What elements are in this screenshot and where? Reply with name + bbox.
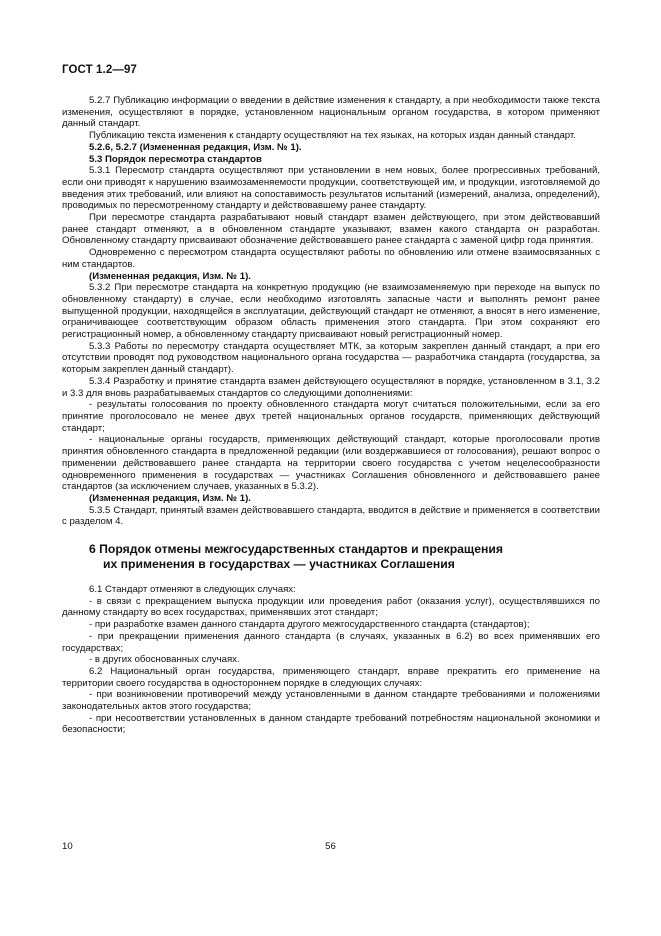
- paragraph-revision-new-standard: При пересмотре стандарта разрабатывают новый стандарт взамен действующего, при этом действовавший ранее стандарт отменяют, а в обновленном стандарте указывают, взамен какого стандарта он разработан. Обновленному стандарту присваивают обозначение действовавшего ранее стандарта с заменой цифр года принятия.: [62, 212, 600, 247]
- document-body: [62, 95, 600, 736]
- page-number-center: 56: [325, 841, 336, 852]
- list-item-economy-mismatch: - при несоответствии установленных в данном стандарте требований потребностям национальной экономики и безопасности;: [62, 712, 600, 736]
- section-title-line: их применения в государствах — участниках Соглашения: [103, 557, 455, 572]
- paragraph-5-3-5: 5.3.5 Стандарт, принятый взамен действовавшего стандарта, вводится в действие и применяется в соответствии с разделом 4.: [62, 504, 600, 528]
- list-item-replacement-standard: - при разработке взамен данного стандарта другого межгосударственного стандарта (стандартов);: [89, 619, 530, 631]
- list-item-other-cases: - в других обоснованных случаях.: [89, 654, 240, 666]
- paragraph-5-3-1: 5.3.1 Пересмотр стандарта осуществляют при установлении в нем новых, более прогрессивных требований, если они приводят к нарушению взаимозаменяемости продукции, соответствующей им, и продукции, изготовляемой до введения этих требований, или влияют на сопоставимость результатов испытаний (измерений, анализа, определений), проводимых по пересмотренному стандарту и действовавшему ранее стандарту.: [62, 165, 600, 212]
- list-item-application-stop: - при прекращении применения данного стандарта (в случаях, указанных в 6.2) во всех применявших его государствах;: [62, 630, 600, 654]
- section-title-6: [62, 542, 600, 572]
- paragraph-5-3-2: 5.3.2 При пересмотре стандарта на конкретную продукцию (не взаимозаменяемую при переходе на выпуск по обновленному стандарту) в случае, если необходимо изготовлять запасные части и выполнять ремонт ранее выпущенной продукции, находящейся в эксплуатации, действующий стандарт не отменяют, а вносят в него изменение, ограничивающее соответствующим образом область применения этого стандарта. При этом сохраняют его регистрационный номер, а обновленному стандарту присваивают новый регистрационный номер.: [62, 282, 600, 341]
- list-item-production-stop: - в связи с прекращением выпуска продукции или проведения работ (оказания услуг), осуществлявшихся по данному стандарту во всех государствах, применявших этот стандарт;: [62, 595, 600, 619]
- amendment-note: 5.2.6, 5.2.7 (Измененная редакция, Изм. № 1).: [89, 141, 302, 153]
- paragraph-5-3-4: 5.3.4 Разработку и принятие стандарта взамен действующего осуществляют в порядке, установленном в 3.1, 3.2 и 3.3 для вновь разрабатываемых стандартов со следующими дополнениями:: [62, 375, 600, 399]
- paragraph-5-3-3: 5.3.3 Работы по пересмотру стандарта осуществляет МТК, за которым закреплен данный стандарт, а при его отсутствии проводят под руководством национального органа государства — разработчика стандарта (государства, за которым закреплен данный стандарт).: [62, 340, 600, 376]
- list-item-voting-results: - результаты голосования по проекту обновленного стандарта могут считаться положительными, если за его принятие проголосовало не менее двух третей национальных органов государств, применяющих действующий стандарт;: [62, 399, 600, 434]
- list-item-legislation-conflict: - при возникновении противоречий между установленными в данном стандарте требованиями и положениями законодательных актов этого государства;: [62, 689, 600, 713]
- paragraph-6-2: 6.2 Национальный орган государства, применяющего стандарт, вправе прекратить его применение на территории своего государства в одностороннем порядке в следующих случаях:: [62, 665, 600, 689]
- paragraph-5-2-7: 5.2.7 Публикацию информации о введении в действие изменения к стандарту, а при необходимости также текста изменения, осуществляют в порядке, установленном национальным органом государства, в котором применяют данный стандарт.: [62, 95, 600, 130]
- page-number-left: 10: [62, 841, 73, 852]
- paragraph-6-1: 6.1 Стандарт отменяют в следующих случаях:: [89, 584, 296, 596]
- list-item-national-bodies: - национальные органы государств, применяющих действующий стандарт, которые проголосовали против принятия обновленного стандарта в предложенной редакции (или воздержавшиеся от голосования), решают вопрос о применении действовавшего ранее стандарта на территории своего государства с учетом нецелесообразности одновременного применения в государствах — участниках Соглашения обновленного и действовавшего ранее стандартов (за исключением случаев, указанных в 5.3.2).: [62, 434, 600, 493]
- paragraph-publication-languages: Публикацию текста изменения к стандарту осуществляют на тех языках, на которых издан данный стандарт.: [89, 130, 576, 142]
- section-title-line: 6 Порядок отмены межгосударственных стандартов и прекращения: [89, 542, 503, 557]
- paragraph-related-standards: Одновременно с пересмотром стандарта осуществляют работы по обновлению или отмене взаимосвязанных с ним стандартов.: [62, 247, 600, 270]
- amendment-note: (Измененная редакция, Изм. № 1).: [89, 492, 251, 504]
- amendment-note: (Измененная редакция, Изм. № 1).: [89, 270, 251, 282]
- document-code-header: ГОСТ 1.2—97: [62, 64, 137, 76]
- subsection-title-5-3: 5.3 Порядок пересмотра стандартов: [89, 153, 262, 165]
